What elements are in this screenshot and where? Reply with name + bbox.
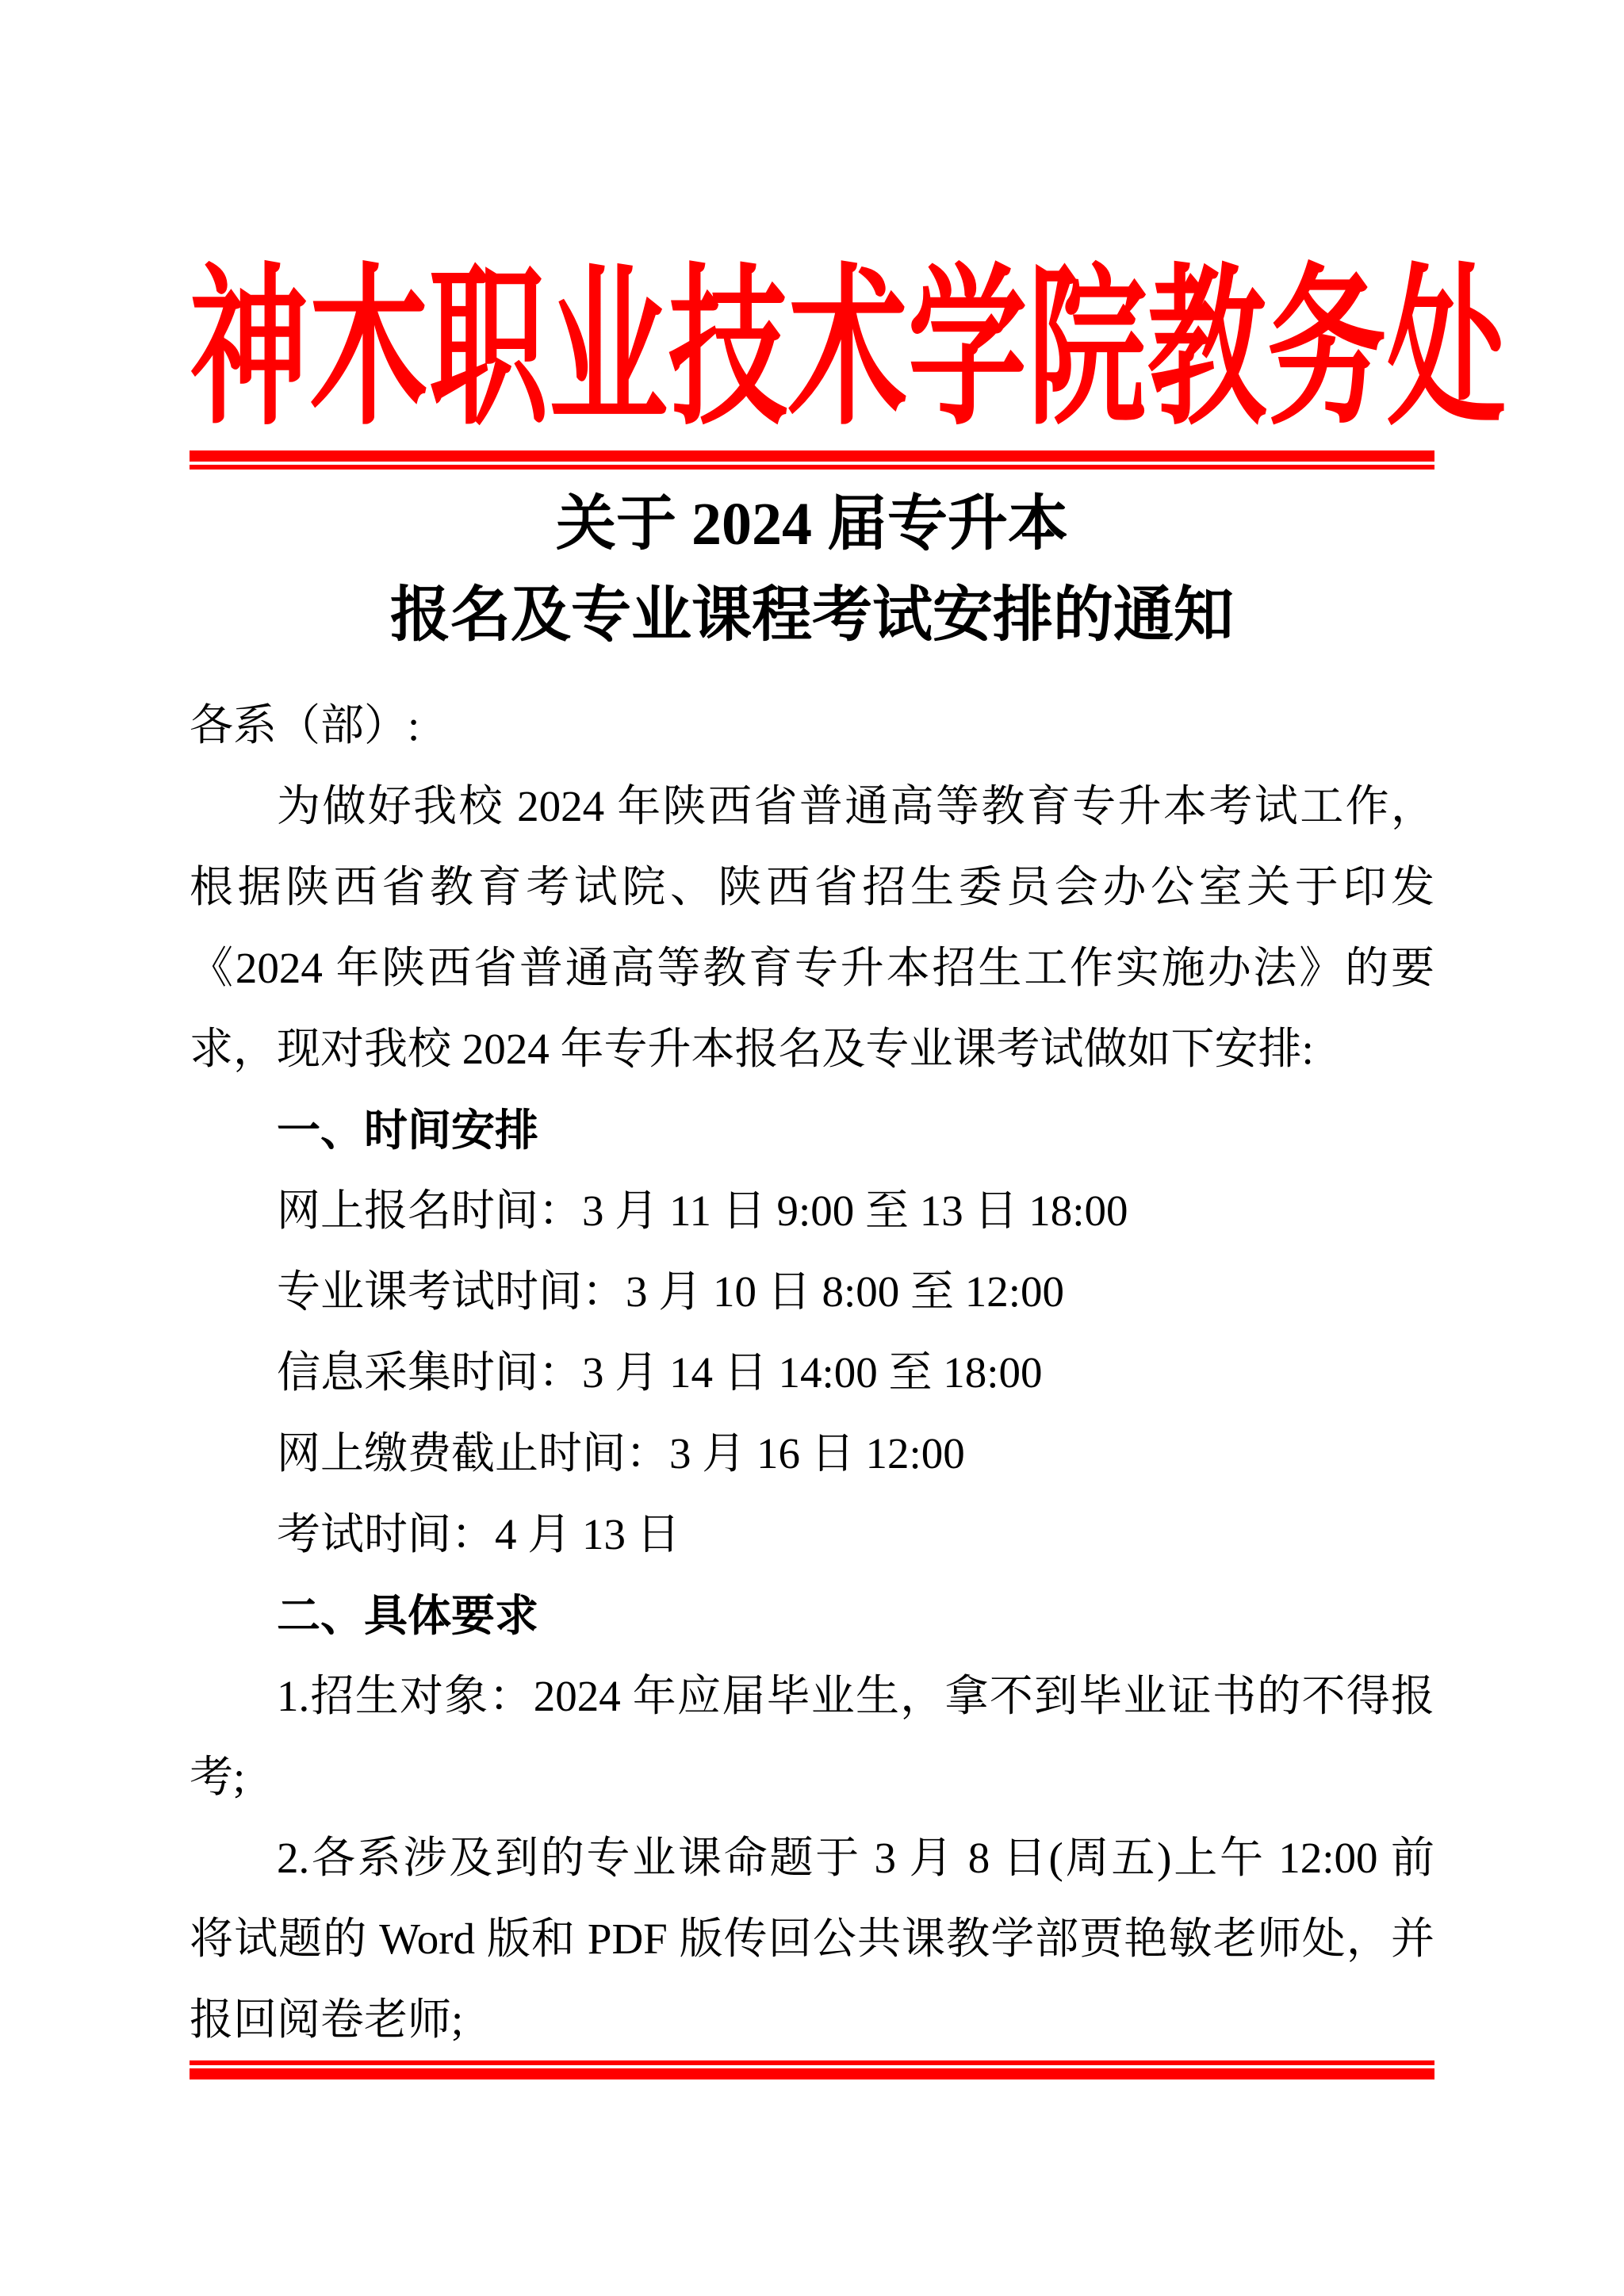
schedule-item-payment-deadline: 网上缴费截止时间：3 月 16 日 12:00 [277,1429,965,1478]
section-1-heading: 一、时间安排 [277,1106,539,1155]
notice-title-line-1: 关于 2024 届专升本 [556,491,1068,558]
intro-line-2: 根据陕西省教育考试院、陕西省招生委员会办公室关于印发 [190,863,1434,911]
intro-line-3: 《2024 年陕西省普通高等教育专升本招生工作实施办法》的要 [190,944,1434,992]
requirement-1-line-2: 考; [190,1753,246,1801]
notice-title-line-2: 报名及专业课程考试安排的通知 [390,582,1234,649]
intro-line-4: 求，现对我校 2024 年专升本报名及专业课考试做如下安排: [190,1025,1314,1073]
schedule-list [190,1171,1434,1575]
requirement-2-line-1: 2.各系涉及到的专业课命题于 3 月 8 日(周五)上午 12:00 前 [277,1834,1434,1882]
schedule-item-exam-date: 考试时间：4 月 13 日 [277,1510,680,1558]
masthead [190,255,1507,447]
schedule-item-info-collection: 信息采集时间：3 月 14 日 14:00 至 18:00 [277,1348,1043,1397]
salutation: 各系（部）: [190,701,420,749]
schedule-item-online-registration: 网上报名时间：3 月 11 日 9:00 至 13 日 18:00 [277,1186,1128,1235]
footer-divider [190,2060,1434,2079]
schedule-item-course-exam: 专业课考试时间：3 月 10 日 8:00 至 12:00 [277,1267,1065,1316]
footer-divider-thin-bar [190,2060,1434,2065]
requirement-2-paragraph [190,1818,1434,2060]
intro-line-1: 为做好我校 2024 年陕西省普通高等教育专升本考试工作， [277,782,1434,830]
intro-paragraph [190,766,1434,1090]
section-2-heading: 二、具体要求 [277,1591,539,1640]
masthead-title: 神木职业技术学院教务处 [190,255,1507,447]
requirement-1-line-1: 1.招生对象：2024 年应届毕业生，拿不到毕业证书的不得报 [277,1672,1434,1720]
footer-divider-thick-bar [190,2068,1434,2079]
document-content [190,255,1507,2079]
notice-title [190,479,1434,661]
requirement-1-paragraph [190,1656,1434,1818]
requirement-2-line-2: 将试题的 Word 版和 PDF 版传回公共课教学部贾艳敏老师处，并 [190,1915,1434,1963]
requirement-2-line-3: 报回阅卷老师; [190,1995,464,2044]
